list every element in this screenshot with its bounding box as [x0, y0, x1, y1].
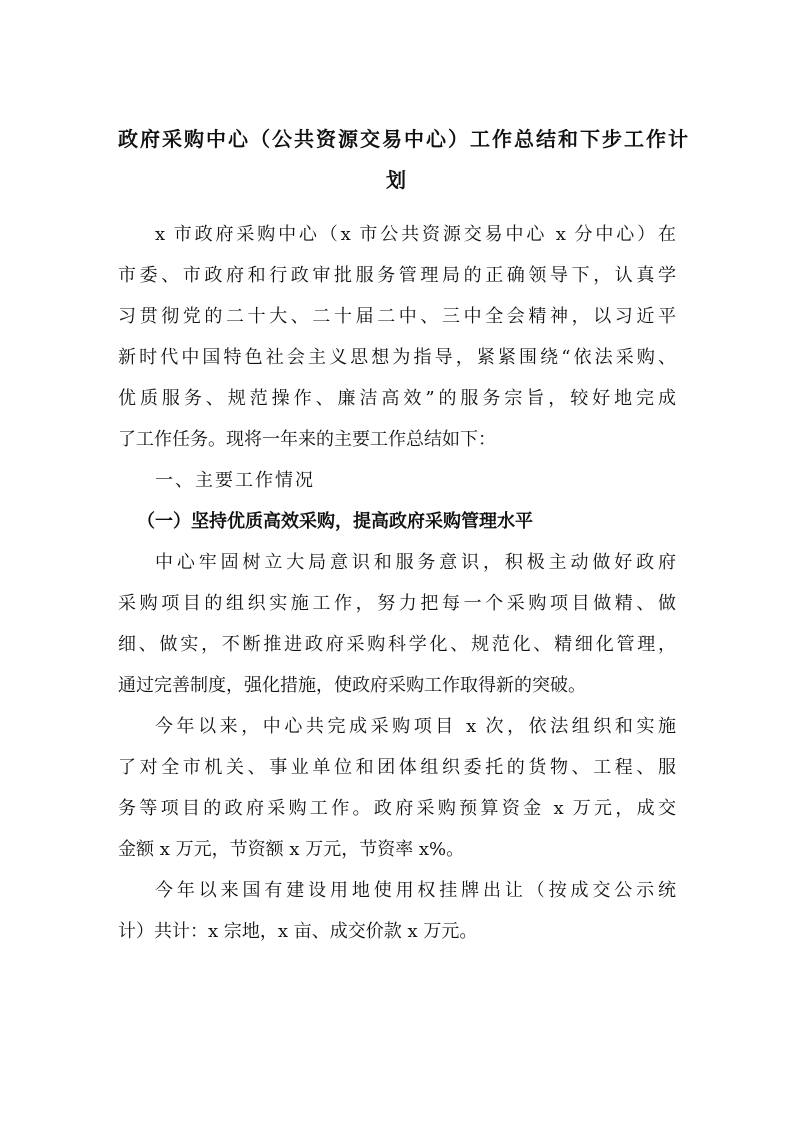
- para3-line-1: 今年以来国有建设用地使用权挂牌出让（按成交公示统: [155, 880, 676, 901]
- para2-line-2: 了对全市机关、事业单位和团体组织委托的货物、工程、服: [118, 757, 676, 778]
- intro-line-2: 市委、市政府和行政审批服务管理局的正确领导下，认真学: [118, 265, 676, 286]
- para2-line-3: 务等项目的政府采购工作。政府采购预算资金 x 万元，成交: [118, 798, 676, 819]
- intro-line-1: x 市政府采购中心（x 市公共资源交易中心 x 分中心）在: [155, 224, 676, 245]
- para1-line-1: 中心牢固树立大局意识和服务意识，积极主动做好政府: [155, 552, 676, 573]
- para3-line-2: 计）共计：x 宗地，x 亩、成交价款 x 万元。: [118, 921, 478, 942]
- intro-line-3: 习贯彻党的二十大、二十届二中、三中全会精神，以习近平: [118, 306, 676, 327]
- subsection-1-heading: （一）坚持优质高效采购，提高政府采购管理水平: [137, 511, 533, 532]
- para1-line-4: 通过完善制度，强化措施，使政府采购工作取得新的突破。: [118, 675, 586, 696]
- para1-line-2: 采购项目的组织实施工作，努力把每一个采购项目做精、做: [118, 593, 676, 614]
- document-title-line-1: 政府采购中心（公共资源交易中心）工作总结和下步工作计: [118, 127, 690, 151]
- intro-line-5: 优质服务、规范操作、廉洁高效”的服务宗旨，较好地完成: [118, 388, 676, 409]
- document-title-line-2: 划: [386, 168, 408, 192]
- intro-line-4: 新时代中国特色社会主义思想为指导，紧紧围绕“依法采购、: [118, 347, 676, 368]
- para1-line-3: 细、做实，不断推进政府采购科学化、规范化、精细化管理，: [118, 634, 676, 655]
- para2-line-1: 今年以来，中心共完成采购项目 x 次，依法组织和实施: [155, 716, 676, 737]
- intro-line-6: 了工作任务。现将一年来的主要工作总结如下：: [118, 429, 496, 450]
- section-1-heading: 一、主要工作情况: [155, 470, 315, 491]
- para2-line-4: 金额 x 万元，节资额 x 万元，节资率 x%。: [118, 839, 465, 860]
